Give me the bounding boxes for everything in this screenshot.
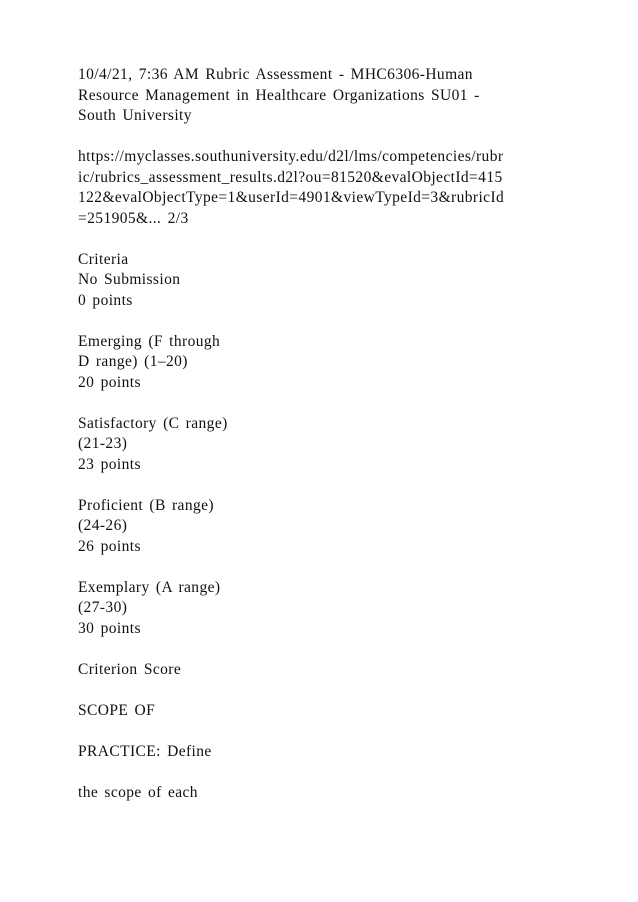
spacer — [78, 557, 578, 578]
level-range: (21-23) — [78, 435, 128, 452]
rubric-level-exemplary — [78, 578, 578, 640]
rubric-level-emerging — [78, 332, 578, 394]
spacer — [78, 639, 578, 660]
criterion-title-line: SCOPE OF — [78, 701, 156, 719]
level-name: Emerging (F through — [78, 332, 221, 350]
page-header — [78, 65, 578, 127]
source-url — [78, 147, 578, 229]
spacer — [78, 311, 578, 332]
level-points: 30 points — [78, 619, 141, 637]
level-name: Exemplary (A range) — [78, 578, 221, 596]
level-name: Satisfactory (C range) — [78, 414, 228, 432]
spacer — [78, 721, 578, 742]
level-range: (27-30) — [78, 599, 128, 616]
criterion-score-heading: Criterion Score — [78, 660, 182, 678]
level-range: (24-26) — [78, 517, 128, 534]
rubric-level-proficient — [78, 496, 578, 558]
rubric-level-no-submission — [78, 250, 578, 312]
header-line: 10/4/21, 7:36 AM Rubric Assessment - MHC6306-Human — [78, 66, 473, 83]
criterion-title-line: the scope of each — [78, 783, 198, 801]
criteria-heading: Criteria — [78, 250, 129, 268]
url-line: 122&evalObjectType=1&userId=4901&viewTypeId=3&rubricId — [78, 189, 505, 206]
spacer — [78, 229, 578, 250]
criterion-title-line: PRACTICE: Define — [78, 742, 212, 760]
rubric-level-satisfactory — [78, 414, 578, 476]
level-points: 0 points — [78, 291, 133, 309]
spacer — [78, 762, 578, 783]
level-name: Proficient (B range) — [78, 496, 214, 514]
url-line: ic/rubrics_assessment_results.d2l?ou=81520&evalObjectId=415 — [78, 168, 503, 186]
level-points: 26 points — [78, 537, 141, 555]
level-points: 23 points — [78, 455, 141, 473]
spacer — [78, 127, 578, 148]
spacer — [78, 680, 578, 701]
spacer — [78, 475, 578, 496]
url-line: =251905&... 2/3 — [78, 209, 189, 227]
level-points: 20 points — [78, 373, 141, 391]
level-name: No Submission — [78, 271, 181, 288]
header-line: Resource Management in Healthcare Organizations SU01 - — [78, 86, 480, 104]
document-body — [78, 65, 578, 803]
header-line: South University — [78, 107, 192, 124]
url-line: https://myclasses.southuniversity.edu/d2l/lms/competencies/rubr — [78, 148, 504, 165]
spacer — [78, 393, 578, 414]
level-range: D range) (1–20) — [78, 353, 188, 370]
